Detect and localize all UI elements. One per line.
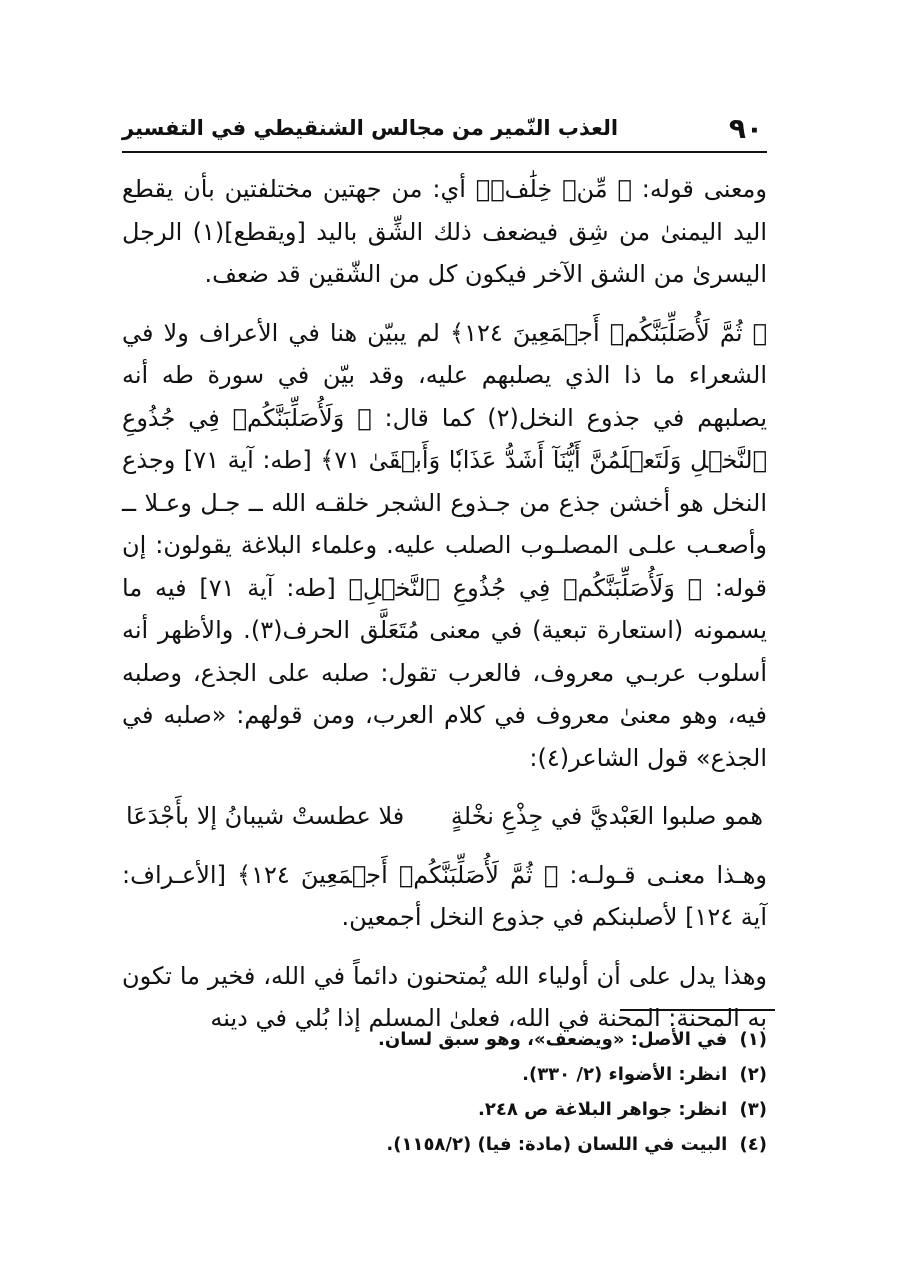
verse-first-hemistich: همو صلبوا العَبْديَّ في جِذْعِ نخْلةٍ xyxy=(450,802,763,830)
footnote-number: (٣) xyxy=(739,1099,767,1120)
footnote-text: انظر: الأضواء (٢/ ٣٣٠). xyxy=(522,1064,728,1085)
poetry-verse xyxy=(122,795,767,838)
paragraph-gap xyxy=(122,939,767,955)
footnote-1 xyxy=(200,1022,767,1057)
page-header xyxy=(122,112,767,152)
footnote-2 xyxy=(200,1057,767,1092)
footnote-3 xyxy=(200,1092,767,1127)
footnote-number: (٤) xyxy=(739,1134,767,1155)
footnote-text: في الأصل: «ويضعف»، وهو سبق لسان. xyxy=(378,1029,728,1050)
verse-second-hemistich: فلا عطستْ شيبانُ إلا بأَجْدَعَا xyxy=(126,802,405,830)
footnote-text: انظر: جواهر البلاغة ص ٢٤٨. xyxy=(478,1099,728,1120)
footnote-rule xyxy=(620,1009,775,1011)
footnote-number: (٢) xyxy=(739,1064,767,1085)
footnote-text: البيت في اللسان (مادة: فيا) (١١٥٨/٢). xyxy=(386,1134,728,1155)
paragraph-4: وهذا يدل على أن أولياء الله يُمتحنون دائماً في الله، فخير ما تكون به المحنة: المحنة في الله، فعلىٰ المسلم إذا بُلي في دينه xyxy=(122,961,767,1032)
paragraph-2: ﴿ ثُمَّ لَأُصَلِّبَنَّكُمۡ أَجۡمَعِينَ ١٢٤﴾ لم يبيّن هنا في الأعراف ولا في الشعراء ما ذا الذي يصلبهم عليه، وقد بيّن في سورة طه أنه يصلبهم في جذوع النخل(٢) كما قال: ﴿ وَلَأُصَلِّبَنَّكُمۡ فِي جُذُوعِ ٱلنَّخۡلِ وَلَتَعۡلَمُنَّ أَيُّنَآ أَشَدُّ عَذَابٗا وَأَبۡقَىٰ ٧١﴾ [طه: آية ٧١] وجذع النخل هو أخشن جذع من جـذوع الشجر خلقـه الله ــ جـل وعـلا ــ وأصعـب علـى المصلـوب الصلب عليه. وعلماء البلاغة يقولون: إن قوله: ﴿ وَلَأُصَلِّبَنَّكُمۡ فِي جُذُوعِ ٱلنَّخۡلِ﴾ [طه: آية ٧١] فيه ما يسمونه (استعارة تبعية) في معنى مُتَعَلَّق الحرف(٣). والأظهر أنه أسلوب عربـي معروف، فالعرب تقول: صلبه على الجذع، وصلبه فيه، وهو معنىٰ معروف في كلام العرب، ومن قولهم: «صلبه في الجذع» قول الشاعر(٤): xyxy=(122,318,768,772)
footnote-4 xyxy=(200,1127,767,1162)
footnote-number: (١) xyxy=(739,1029,767,1050)
paragraph-3: وهـذا معنـى قـولـه: ﴿ ثُمَّ لَأُصَلِّبَنَّكُمۡ أَجۡمَعِينَ ١٢٤﴾ [الأعـراف: آية ١٢٤] لأصلبنكم في جذوع النخل أجمعين. xyxy=(122,860,767,931)
paragraph-gap xyxy=(122,838,767,854)
paragraph-gap xyxy=(122,779,767,795)
footnotes xyxy=(200,1022,767,1162)
paragraph-1: ومعنى قوله: ﴿ مِّنۡ خِلَٰفٖ﴾ أي: من جهتين مختلفتين بأن يقطع اليد اليمنىٰ من شِق فيضعف ذلك الشِّق باليد [ويقطع](١) الرجل اليسرىٰ من الشق الآخر فيكون كل من الشّقين قد ضعف. xyxy=(122,175,767,288)
running-title: العذب النّمير من مجالس الشنقيطي في التفسير xyxy=(122,116,619,140)
paragraph-gap xyxy=(122,296,767,312)
page-number: ٩٠ xyxy=(728,112,763,145)
header-rule xyxy=(122,151,767,153)
main-text xyxy=(122,168,767,1040)
